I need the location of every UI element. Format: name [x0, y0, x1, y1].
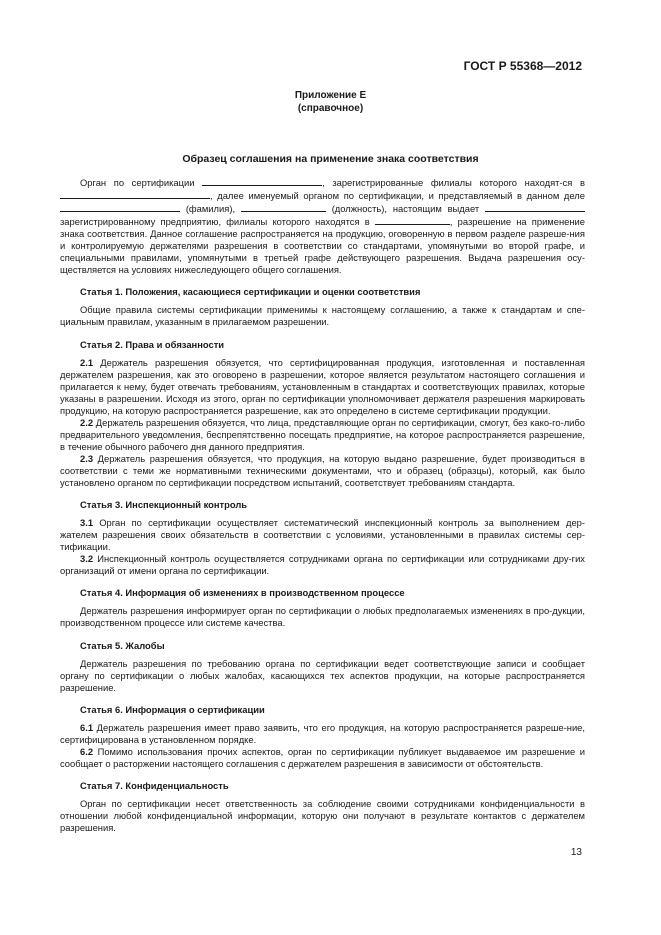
appendix-subtitle: (справочное): [297, 103, 364, 114]
intro-paragraph: [60, 176, 585, 276]
clause-2-3: [60, 453, 585, 489]
document-title: Образец соглашения на применение знака соответствия: [182, 153, 479, 165]
clause-number: 6.2: [80, 745, 94, 757]
clause-text: Держатель разрешения обязуется, что продукция, на которую выдано разрешение, будет производиться в соответствии с теми же нормативными техническими документами, что и образец (образцы), который, как было установлено органом по сертификации посредством испытаний, соответствует требованиям стандарта.: [60, 452, 586, 489]
intro-text: (фамилия),: [185, 203, 236, 215]
clause-text: Орган по сертификации осуществляет систематический инспекционный контроль за выполнением дер-жателем разрешения своих обязательств в соответствии с условиями, установленными в правилах системы сер-тификации.: [60, 517, 585, 553]
article-7-text: Орган по сертификации несет ответственность за соблюдение своими сотрудниками конфиденциальности в отношении любой конфиденциальной информации, которую они получают в результате контактов с держателем разрешения.: [60, 797, 585, 834]
blank-field: [375, 215, 450, 225]
clause-text: Инспекционный контроль осуществляется сотрудниками органа по сертификации или сотрудниками дру-гих организаций от имени органа по сертификации.: [60, 553, 585, 577]
clause-number: 2.2: [80, 416, 94, 428]
clause-3-1: [60, 517, 585, 553]
clause-number: 2.3: [80, 452, 94, 464]
intro-text: , далее именуемый органом по сертификации, и представляемый в данном деле: [210, 190, 585, 202]
intro-text: (должность), настоящим выдает: [331, 203, 480, 215]
appendix-heading: [0, 89, 661, 115]
document-body: [60, 176, 585, 834]
article-3-heading: Статья 3. Инспекционный контроль: [80, 499, 248, 511]
blank-field: [202, 176, 322, 186]
article-6-heading: Статья 6. Информация о сертификации: [80, 703, 265, 715]
clause-2-1: [60, 357, 585, 417]
page-number: 13: [570, 847, 582, 858]
article-1-heading: Статья 1. Положения, касающиеся сертификации и оценки соответствия: [80, 286, 421, 298]
article-4-heading: Статья 4. Информация об изменениях в производственном процессе: [80, 587, 405, 599]
clause-text: Держатель разрешения обязуется, что сертифицированная продукция, изготовленная и поставленная держателем разрешения, как это оговорено в разрешении, которое является результатом настоящего соглашения и прилагается к нему, будет отвечать требованиям, установленным в стандартах и соответствующих правилах, которые указаны в разрешении. Исходя из этого, орган по сертификации уполномочивает держателя разрешения маркировать продукцию, на которую распространяется разрешение, как это определено в системе сертификации продукции.: [60, 356, 585, 416]
article-4-text: Держатель разрешения информирует орган по сертификации о любых предполагаемых изменениях в про-дукции, производственном процессе или системе качества.: [60, 605, 585, 629]
intro-text: , разрешение на применение знака соответствия. Данное соглашение распространяется на продукцию, оговоренную в первом разделе разреше-ния и контролируемую держателями разрешения в соответствии со стандартами, упомянутыми во второй графе, и специальными правилами, упомянутыми в третьей графе действующего разрешения. Выдача разрешения осу-ществляется на условиях нижеследующего общего соглашения.: [60, 216, 585, 276]
article-2-heading: Статья 2. Права и обязанности: [80, 338, 225, 350]
clause-number: 2.1: [80, 356, 94, 368]
clause-6-1: [60, 722, 585, 746]
intro-text: Орган по сертификации: [80, 177, 195, 188]
article-1-text: Общие правила системы сертификации применимы к настоящему соглашению, а также к стандартам и спе-циальным правилам, указанным в прилагаемом разрешении.: [60, 304, 585, 328]
clause-3-2: [60, 553, 585, 577]
blank-field: [60, 202, 180, 212]
clause-number: 3.1: [80, 517, 94, 529]
appendix-title: Приложение Е: [294, 90, 367, 101]
clause-text: Помимо использования прочих аспектов, орган по сертификации публикует выдаваемое им разрешение и сообщает о расторжении настоящего соглашения с держателем разрешения в зависимости от обстоятельств.: [60, 745, 585, 769]
article-7-heading: Статья 7. Конфиденциальность: [80, 779, 229, 791]
blank-field: [485, 202, 585, 212]
article-5-text: Держатель разрешения по требованию органа по сертификации ведет соответствующие записи и сообщает органу по сертификации о любых жалобах, касающихся тех аспектов продукции, на которые распространяется разрешение.: [60, 657, 585, 693]
clause-text: Держатель разрешения имеет право заявить, что его продукция, на которую распространяется разреше-ние, сертифицирована в установленном порядке.: [60, 721, 585, 745]
blank-field: [241, 202, 326, 212]
clause-number: 6.1: [80, 721, 94, 733]
intro-text: зарегистрированному предприятию, филиалы которого находятся в: [60, 216, 370, 228]
clause-6-2: [60, 746, 585, 770]
intro-text: , зарегистрированные филиалы которого находят-ся в: [322, 177, 585, 188]
standard-number: ГОСТ Р 55368—2012: [463, 59, 582, 73]
blank-field: [60, 189, 210, 199]
article-5-heading: Статья 5. Жалобы: [80, 639, 165, 651]
clause-text: Держатель разрешения обязуется, что лица, представляющие орган по сертификации, смогут, без како-го-либо предварительного уведомления, беспрепятственно посещать предприятие, на которое распространяется разрешение, в течение обычного рабочего дня данного предприятия.: [60, 416, 585, 452]
clause-number: 3.2: [80, 553, 94, 565]
clause-2-2: [60, 417, 585, 453]
